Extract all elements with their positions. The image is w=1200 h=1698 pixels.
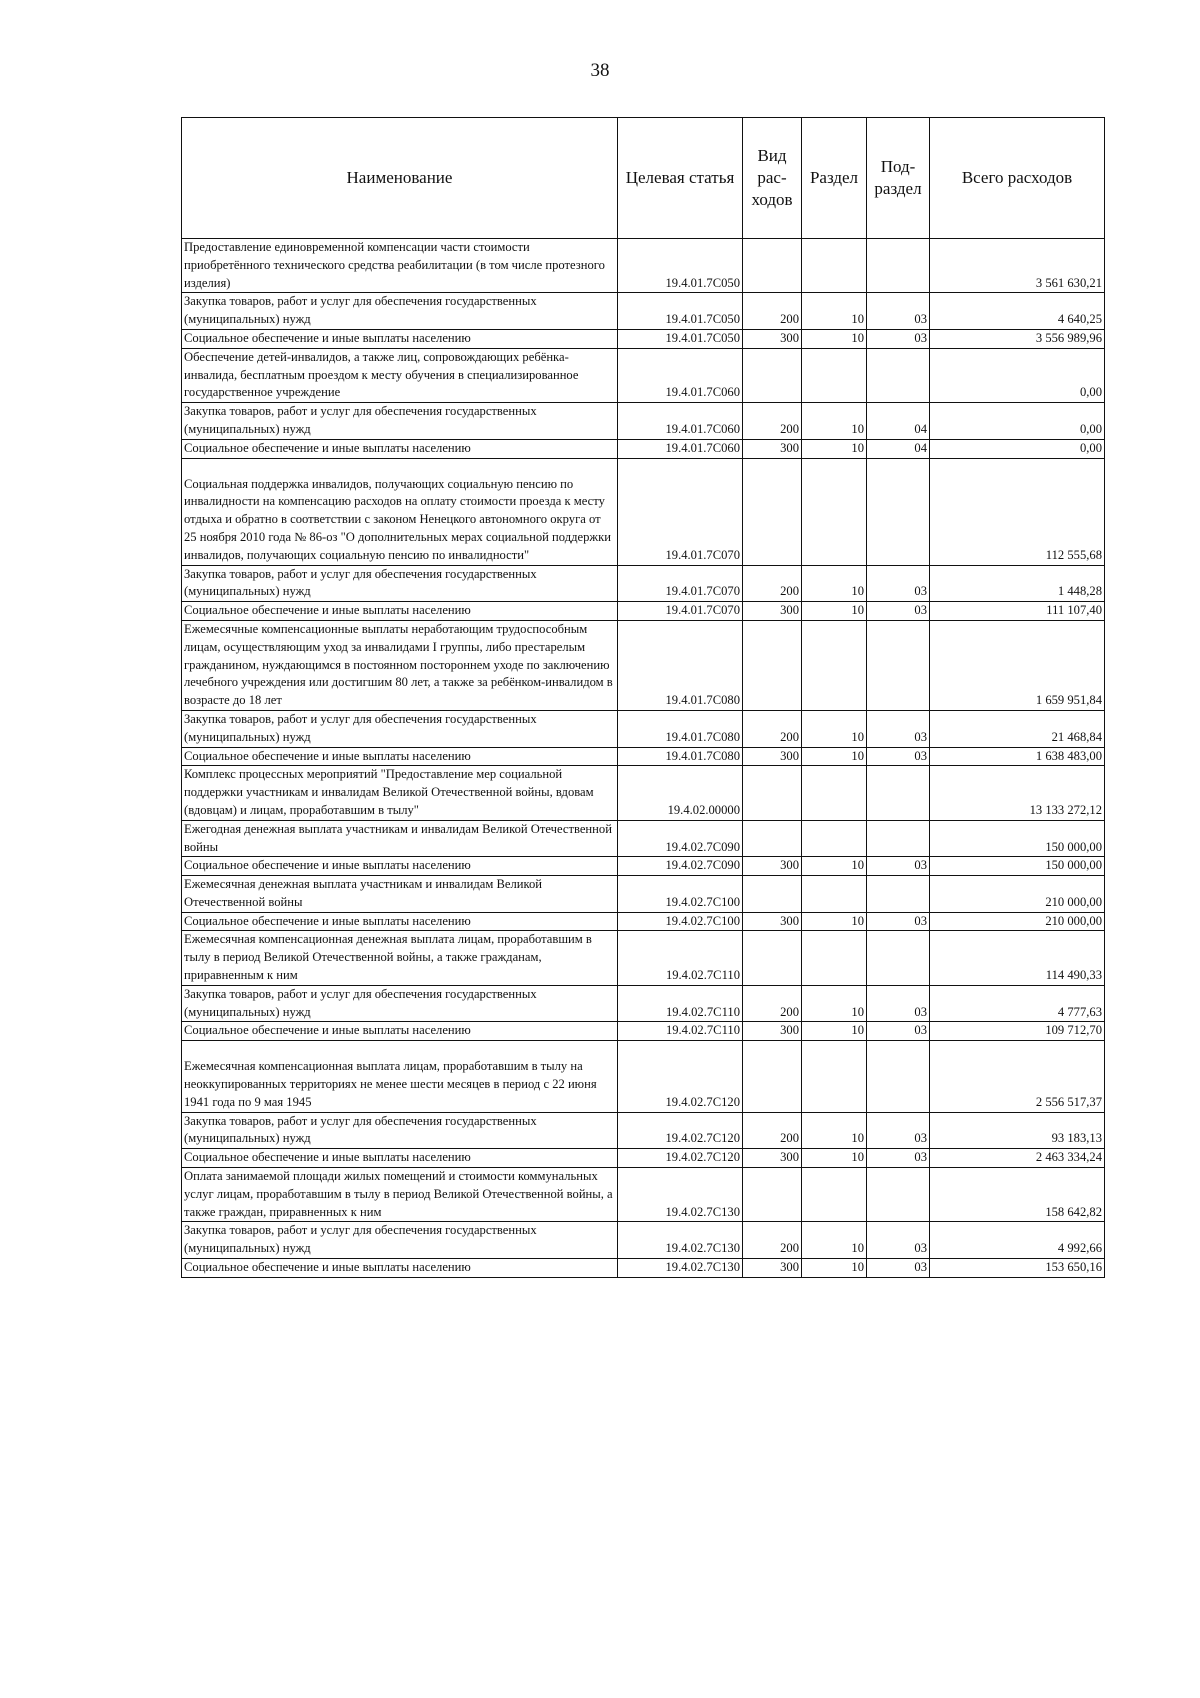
- row-name: Социальное обеспечение и иные выплаты населению: [182, 857, 618, 876]
- row-section: 10: [802, 565, 867, 602]
- row-name: Социальное обеспечение и иные выплаты населению: [182, 1022, 618, 1041]
- row-subsection: 04: [867, 439, 930, 458]
- header-subsection-line: раздел: [874, 179, 922, 198]
- row-name: Закупка товаров, работ и услуг для обеспечения государственных (муниципальных) нужд: [182, 293, 618, 330]
- row-section: [802, 348, 867, 402]
- row-section: [802, 458, 867, 565]
- row-expense-type: [743, 820, 802, 857]
- row-target-article: 19.4.01.7С080: [618, 710, 743, 747]
- row-target-article: 19.4.01.7С080: [618, 620, 743, 710]
- table-row: [182, 565, 1105, 602]
- row-name: Социальное обеспечение и иные выплаты населению: [182, 602, 618, 621]
- table-row: [182, 1168, 1105, 1222]
- row-expense-type: 200: [743, 985, 802, 1022]
- row-expense-type: [743, 348, 802, 402]
- header-subsection: [867, 118, 930, 239]
- row-section: 10: [802, 912, 867, 931]
- row-expense-type: [743, 620, 802, 710]
- row-section: 10: [802, 1222, 867, 1259]
- table-body: [182, 239, 1105, 1278]
- row-target-article: 19.4.01.7С060: [618, 439, 743, 458]
- row-subsection: 03: [867, 602, 930, 621]
- row-total: 13 133 272,12: [930, 766, 1105, 820]
- row-subsection: [867, 931, 930, 985]
- header-total: Всего расходов: [930, 118, 1105, 239]
- row-expense-type: 300: [743, 747, 802, 766]
- row-expense-type: 200: [743, 403, 802, 440]
- row-name: Ежегодная денежная выплата участникам и инвалидам Великой Отечественной войны: [182, 820, 618, 857]
- row-total: 93 183,13: [930, 1112, 1105, 1149]
- row-name: Социальное обеспечение и иные выплаты населению: [182, 912, 618, 931]
- row-target-article: 19.4.01.7С050: [618, 293, 743, 330]
- row-subsection: 03: [867, 565, 930, 602]
- row-expense-type: 300: [743, 912, 802, 931]
- row-target-article: 19.4.02.7С130: [618, 1259, 743, 1278]
- row-expense-type: [743, 766, 802, 820]
- table-row: [182, 820, 1105, 857]
- row-subsection: 03: [867, 857, 930, 876]
- table-row: [182, 912, 1105, 931]
- row-section: [802, 820, 867, 857]
- row-total: 0,00: [930, 403, 1105, 440]
- row-target-article: 19.4.02.7С130: [618, 1168, 743, 1222]
- row-expense-type: 300: [743, 329, 802, 348]
- row-subsection: [867, 348, 930, 402]
- table-row: [182, 293, 1105, 330]
- row-section: 10: [802, 710, 867, 747]
- row-name: Социальное обеспечение и иные выплаты населению: [182, 747, 618, 766]
- row-target-article: 19.4.02.7С120: [618, 1112, 743, 1149]
- row-target-article: 19.4.01.7С060: [618, 348, 743, 402]
- header-expense-type: [743, 118, 802, 239]
- row-section: [802, 620, 867, 710]
- row-total: 210 000,00: [930, 912, 1105, 931]
- table-row: [182, 329, 1105, 348]
- row-subsection: [867, 458, 930, 565]
- row-target-article: 19.4.01.7С060: [618, 403, 743, 440]
- table-row: [182, 602, 1105, 621]
- row-total: 109 712,70: [930, 1022, 1105, 1041]
- table-row: [182, 876, 1105, 913]
- table-row: [182, 620, 1105, 710]
- row-section: 10: [802, 1259, 867, 1278]
- row-target-article: 19.4.02.7С100: [618, 876, 743, 913]
- row-target-article: 19.4.01.7С070: [618, 602, 743, 621]
- header-section: Раздел: [802, 118, 867, 239]
- row-total: 150 000,00: [930, 857, 1105, 876]
- row-subsection: 03: [867, 710, 930, 747]
- row-name: Комплекс процессных мероприятий "Предоставление мер социальной поддержки участникам и инвалидам Великой Отечественной войны, вдовам (вдовцам) и лицам, проработавшим в тылу": [182, 766, 618, 820]
- row-subsection: [867, 766, 930, 820]
- row-total: 2 556 517,37: [930, 1041, 1105, 1112]
- table-row: [182, 985, 1105, 1022]
- row-expense-type: 300: [743, 1022, 802, 1041]
- row-expense-type: 300: [743, 439, 802, 458]
- row-target-article: 19.4.02.7С110: [618, 1022, 743, 1041]
- row-total: 3 556 989,96: [930, 329, 1105, 348]
- row-total: 111 107,40: [930, 602, 1105, 621]
- row-name: Закупка товаров, работ и услуг для обеспечения государственных (муниципальных) нужд: [182, 1112, 618, 1149]
- table-row: [182, 1022, 1105, 1041]
- row-section: 10: [802, 439, 867, 458]
- row-subsection: 03: [867, 912, 930, 931]
- row-name: Предоставление единовременной компенсации части стоимости приобретённого технического средства реабилитации (в том числе протезного изделия): [182, 239, 618, 293]
- row-subsection: [867, 620, 930, 710]
- row-target-article: 19.4.02.7С130: [618, 1222, 743, 1259]
- header-expense-type-line: Вид: [757, 146, 787, 165]
- row-subsection: [867, 1168, 930, 1222]
- row-subsection: 03: [867, 985, 930, 1022]
- header-target-article: Целевая статья: [618, 118, 743, 239]
- table-row: [182, 931, 1105, 985]
- row-expense-type: 200: [743, 293, 802, 330]
- row-subsection: 03: [867, 293, 930, 330]
- row-subsection: 03: [867, 1022, 930, 1041]
- row-name: Обеспечение детей-инвалидов, а также лиц, сопровождающих ребёнка-инвалида, бесплатным проездом к месту обучения в специализированное государственное учреждение: [182, 348, 618, 402]
- row-target-article: 19.4.02.7С100: [618, 912, 743, 931]
- row-target-article: 19.4.01.7С070: [618, 565, 743, 602]
- row-section: 10: [802, 1112, 867, 1149]
- row-total: 1 448,28: [930, 565, 1105, 602]
- row-expense-type: 200: [743, 1112, 802, 1149]
- table-row: [182, 458, 1105, 565]
- row-target-article: 19.4.01.7С050: [618, 329, 743, 348]
- row-subsection: [867, 820, 930, 857]
- row-expense-type: 200: [743, 1222, 802, 1259]
- table-row: [182, 239, 1105, 293]
- row-total: 158 642,82: [930, 1168, 1105, 1222]
- row-total: 210 000,00: [930, 876, 1105, 913]
- row-name: Оплата занимаемой площади жилых помещений и стоимости коммунальных услуг лицам, проработавшим в тылу в период Великой Отечественной войны, а также граждан, приравненных к ним: [182, 1168, 618, 1222]
- row-expense-type: [743, 876, 802, 913]
- row-target-article: 19.4.02.7С120: [618, 1041, 743, 1112]
- row-subsection: [867, 876, 930, 913]
- row-section: 10: [802, 403, 867, 440]
- row-target-article: 19.4.02.00000: [618, 766, 743, 820]
- table-row: [182, 766, 1105, 820]
- row-section: 10: [802, 1149, 867, 1168]
- row-expense-type: [743, 931, 802, 985]
- table-row: [182, 403, 1105, 440]
- row-name: Ежемесячная компенсационная денежная выплата лицам, проработавшим в тылу в период Великой Отечественной войны, а также гражданам, приравненным к ним: [182, 931, 618, 985]
- row-name: Ежемесячные компенсационные выплаты неработающим трудоспособным лицам, осуществляющим уход за инвалидами I группы, либо престарелым гражданином, нуждающимся в постоянном постороннем уходе по заключению лечебного учреждения или достигшим 80 лет, а также за ребёнком-инвалидом в возрасте до 18 лет: [182, 620, 618, 710]
- row-section: 10: [802, 747, 867, 766]
- row-total: 4 640,25: [930, 293, 1105, 330]
- header-subsection-line: Под-: [880, 157, 916, 176]
- row-name: Закупка товаров, работ и услуг для обеспечения государственных (муниципальных) нужд: [182, 710, 618, 747]
- row-total: 2 463 334,24: [930, 1149, 1105, 1168]
- row-target-article: 19.4.02.7С090: [618, 857, 743, 876]
- table-row: [182, 1041, 1105, 1112]
- row-name: Закупка товаров, работ и услуг для обеспечения государственных (муниципальных) нужд: [182, 565, 618, 602]
- row-expense-type: [743, 1168, 802, 1222]
- row-name: Социальное обеспечение и иные выплаты населению: [182, 439, 618, 458]
- header-expense-type-line: рас-: [757, 168, 787, 187]
- row-expense-type: [743, 458, 802, 565]
- row-subsection: [867, 239, 930, 293]
- row-subsection: 03: [867, 747, 930, 766]
- row-name: Ежемесячная компенсационная выплата лицам, проработавшим в тылу на неоккупированных территориях не менее шести месяцев в период с 22 июня 1941 года по 9 мая 1945: [182, 1041, 618, 1112]
- table-row: [182, 857, 1105, 876]
- row-subsection: 03: [867, 329, 930, 348]
- row-section: 10: [802, 602, 867, 621]
- row-subsection: 03: [867, 1149, 930, 1168]
- row-expense-type: [743, 1041, 802, 1112]
- row-total: 3 561 630,21: [930, 239, 1105, 293]
- row-total: 0,00: [930, 348, 1105, 402]
- row-total: 153 650,16: [930, 1259, 1105, 1278]
- row-target-article: 19.4.01.7С050: [618, 239, 743, 293]
- table-row: [182, 747, 1105, 766]
- row-total: 1 638 483,00: [930, 747, 1105, 766]
- row-total: 4 992,66: [930, 1222, 1105, 1259]
- page-number: 38: [590, 60, 610, 81]
- row-section: 10: [802, 293, 867, 330]
- row-section: [802, 766, 867, 820]
- row-subsection: 03: [867, 1112, 930, 1149]
- row-subsection: [867, 1041, 930, 1112]
- row-expense-type: 300: [743, 1149, 802, 1168]
- row-expense-type: 200: [743, 565, 802, 602]
- row-total: 112 555,68: [930, 458, 1105, 565]
- row-section: [802, 1168, 867, 1222]
- row-total: 21 468,84: [930, 710, 1105, 747]
- row-target-article: 19.4.02.7С110: [618, 985, 743, 1022]
- row-target-article: 19.4.02.7С120: [618, 1149, 743, 1168]
- header-name: Наименование: [182, 118, 618, 239]
- row-expense-type: 300: [743, 602, 802, 621]
- row-name: Социальное обеспечение и иные выплаты населению: [182, 1259, 618, 1278]
- row-expense-type: 300: [743, 857, 802, 876]
- row-section: 10: [802, 985, 867, 1022]
- row-target-article: 19.4.02.7С110: [618, 931, 743, 985]
- row-name: Социальное обеспечение и иные выплаты населению: [182, 329, 618, 348]
- row-name: Социальная поддержка инвалидов, получающих социальную пенсию по инвалидности на компенсацию расходов на оплату стоимости проезда к месту отдыха и обратно в соответствии с законом Ненецкого автономного округа от 25 ноября 2010 года № 86-оз "О дополнительных мерах социальной поддержки инвалидов, получающих социальную пенсию по инвалидности": [182, 458, 618, 565]
- table-header-row: [182, 118, 1105, 239]
- row-total: 1 659 951,84: [930, 620, 1105, 710]
- row-section: [802, 876, 867, 913]
- row-subsection: 03: [867, 1222, 930, 1259]
- row-name: Закупка товаров, работ и услуг для обеспечения государственных (муниципальных) нужд: [182, 1222, 618, 1259]
- row-section: 10: [802, 1022, 867, 1041]
- row-section: 10: [802, 329, 867, 348]
- row-total: 4 777,63: [930, 985, 1105, 1022]
- row-expense-type: 200: [743, 710, 802, 747]
- row-total: 114 490,33: [930, 931, 1105, 985]
- row-section: [802, 239, 867, 293]
- row-name: Закупка товаров, работ и услуг для обеспечения государственных (муниципальных) нужд: [182, 985, 618, 1022]
- row-section: [802, 1041, 867, 1112]
- table-row: [182, 1259, 1105, 1278]
- row-target-article: 19.4.01.7С070: [618, 458, 743, 565]
- row-name: Социальное обеспечение и иные выплаты населению: [182, 1149, 618, 1168]
- table-row: [182, 1222, 1105, 1259]
- row-target-article: 19.4.02.7С090: [618, 820, 743, 857]
- row-expense-type: [743, 239, 802, 293]
- row-expense-type: 300: [743, 1259, 802, 1278]
- row-section: 10: [802, 857, 867, 876]
- expenditure-table: [181, 117, 1105, 1278]
- row-total: 150 000,00: [930, 820, 1105, 857]
- row-section: [802, 931, 867, 985]
- row-subsection: 03: [867, 1259, 930, 1278]
- table-row: [182, 439, 1105, 458]
- row-target-article: 19.4.01.7С080: [618, 747, 743, 766]
- header-expense-type-line: ходов: [751, 190, 793, 209]
- row-name: Ежемесячная денежная выплата участникам и инвалидам Великой Отечественной войны: [182, 876, 618, 913]
- row-subsection: 04: [867, 403, 930, 440]
- table-row: [182, 1112, 1105, 1149]
- row-name: Закупка товаров, работ и услуг для обеспечения государственных (муниципальных) нужд: [182, 403, 618, 440]
- row-total: 0,00: [930, 439, 1105, 458]
- table-row: [182, 348, 1105, 402]
- table-row: [182, 710, 1105, 747]
- table-row: [182, 1149, 1105, 1168]
